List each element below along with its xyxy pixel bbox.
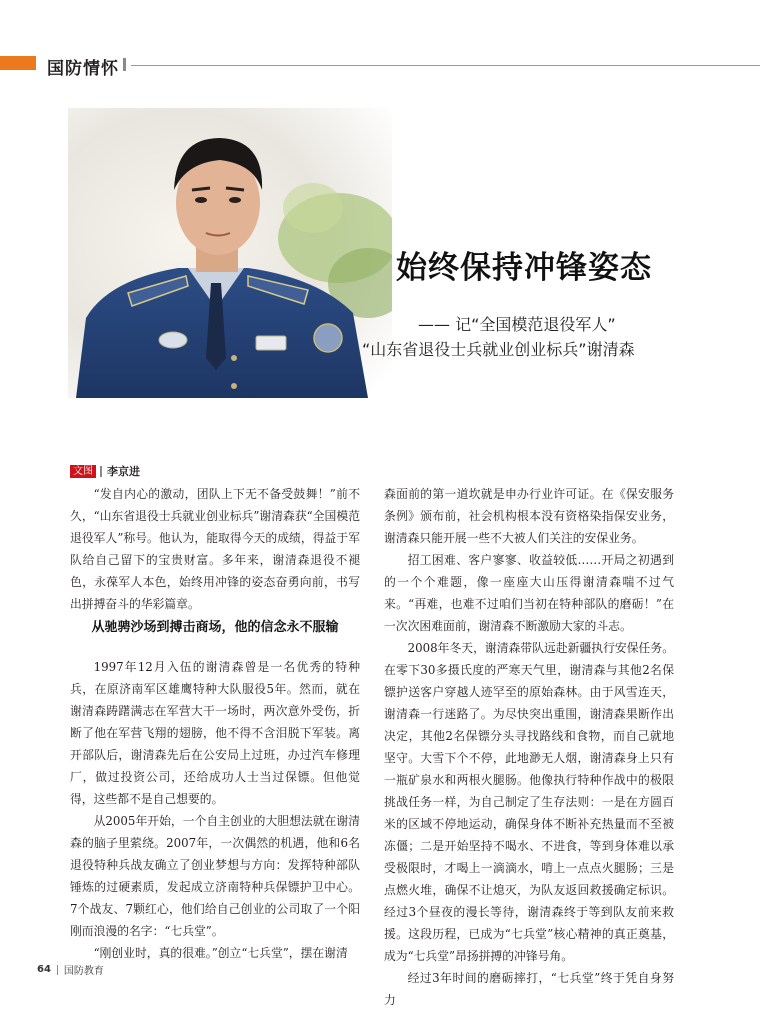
portrait-photo bbox=[68, 108, 392, 398]
page-number: 64 bbox=[37, 964, 51, 975]
paragraph: 招工困难、客户寥寥、收益较低……开局之初遇到的一个个难题，像一座座大山压得谢清森喘不过气来。“再难，也难不过咱们当初在特种部队的磨砺！”在一次次困难面前，谢清森不断激励大家的斗志。 bbox=[384, 553, 674, 633]
byline-tag: 文图 bbox=[70, 465, 96, 478]
article-title: 始终保持冲锋姿态 bbox=[396, 250, 652, 286]
byline bbox=[70, 463, 140, 479]
author-name: 李京进 bbox=[107, 465, 140, 478]
intro-paragraph bbox=[70, 483, 360, 615]
article-subtitle-line1: —— 记“全国模范退役军人” bbox=[418, 315, 616, 334]
section-accent-bar bbox=[0, 56, 36, 70]
paragraph: “刚创业时，真的很难。”创立“七兵堂”，摆在谢清 bbox=[93, 946, 348, 960]
paragraph: “发自内心的激动，团队上下无不备受鼓舞！”前不久，“山东省退役士兵就业创业标兵”谢清森获“全国模范退役军人”称号。他认为，能取得今天的成绩，得益于军队给自己留下的宝贵财富。多年来，谢清森退役不褪色，永葆军人本色，始终用冲锋的姿态奋勇向前，书写出拼搏奋斗的华彩篇章。 bbox=[70, 487, 360, 611]
byline-divider bbox=[100, 466, 102, 477]
section-heading: 从驰骋沙场到搏击商场，他的信念永不服输 bbox=[91, 620, 339, 635]
page-footer bbox=[37, 962, 104, 977]
paragraph: 经过3年时间的磨砺摔打，“七兵堂”终于凭自身努力 bbox=[384, 971, 674, 1007]
paragraph: 2008年冬天，谢清森带队远赴新疆执行安保任务。在零下30多摄氏度的严寒天气里，谢清森与其他2名保镖护送客户穿越人迹罕至的原始森林。由于风雪连天，谢清森一行迷路了。为尽快突出重围，谢清森果断作出决定，其他2名保镖分头寻找路线和食物，而自己就地坚守。大雪下个不停，此地渺无人烟，谢清森身上只有一瓶矿泉水和两根火腿肠。他像执行特种作战中的极限挑战任务一样，为自己制定了生存法则：一是在方圆百米的区域不停地运动，确保身体不断补充热量而不至被冻僵；二是开始坚持不喝水、不进食，等到身体难以承受极限时，才喝上一滴滴水，啃上一点点火腿肠；三是点燃火堆，确保不让熄灭，为队友返回救援确定标识。经过3个昼夜的漫长等待，谢清森终于等到队友前来救援。这段历程，已成为“七兵堂”核心精神的真正奠基，成为“七兵堂”昂扬拼搏的冲锋号角。 bbox=[384, 641, 674, 963]
magazine-name: 国防教育 bbox=[63, 966, 104, 977]
left-column-body bbox=[70, 656, 360, 964]
footer-divider bbox=[57, 965, 58, 975]
paragraph: 从2005年开始，一个自主创业的大胆想法就在谢清森的脑子里萦绕。2007年，一次偶然的机遇，他和6名退役特种兵战友确立了创业梦想与方向：发挥特种部队锤炼的过硬素质，发起成立济南特种兵保镖护卫中心。7个战友、7颗红心，他们给自己创业的公司取了一个阳刚而浪漫的名字：“七兵堂”。 bbox=[70, 814, 360, 938]
right-column-body bbox=[384, 483, 674, 1011]
section-title: 国防情怀 bbox=[47, 59, 119, 79]
header-rule bbox=[131, 65, 760, 66]
article-subtitle-line2: “山东省退役士兵就业创业标兵”谢清森 bbox=[362, 340, 635, 359]
section-divider bbox=[123, 58, 126, 71]
paragraph: 森面前的第一道坎就是申办行业许可证。在《保安服务条例》颁布前，社会机构根本没有资格染指保安业务，谢清森只能开展一些不大被人们关注的安保业务。 bbox=[384, 487, 674, 545]
paragraph: 1997年12月入伍的谢清森曾是一名优秀的特种兵，在原济南军区雄鹰特种大队服役5年。然而，就在谢清森踌躇满志在军营大干一场时，两次意外受伤，折断了他在军营飞翔的翅膀，他不得不含泪脱下军装。离开部队后，谢清森先后在公安局上过班，办过汽车修理厂，做过投资公司，还给成功人士当过保镖。但他觉得，这些都不是自己想要的。 bbox=[70, 660, 360, 806]
